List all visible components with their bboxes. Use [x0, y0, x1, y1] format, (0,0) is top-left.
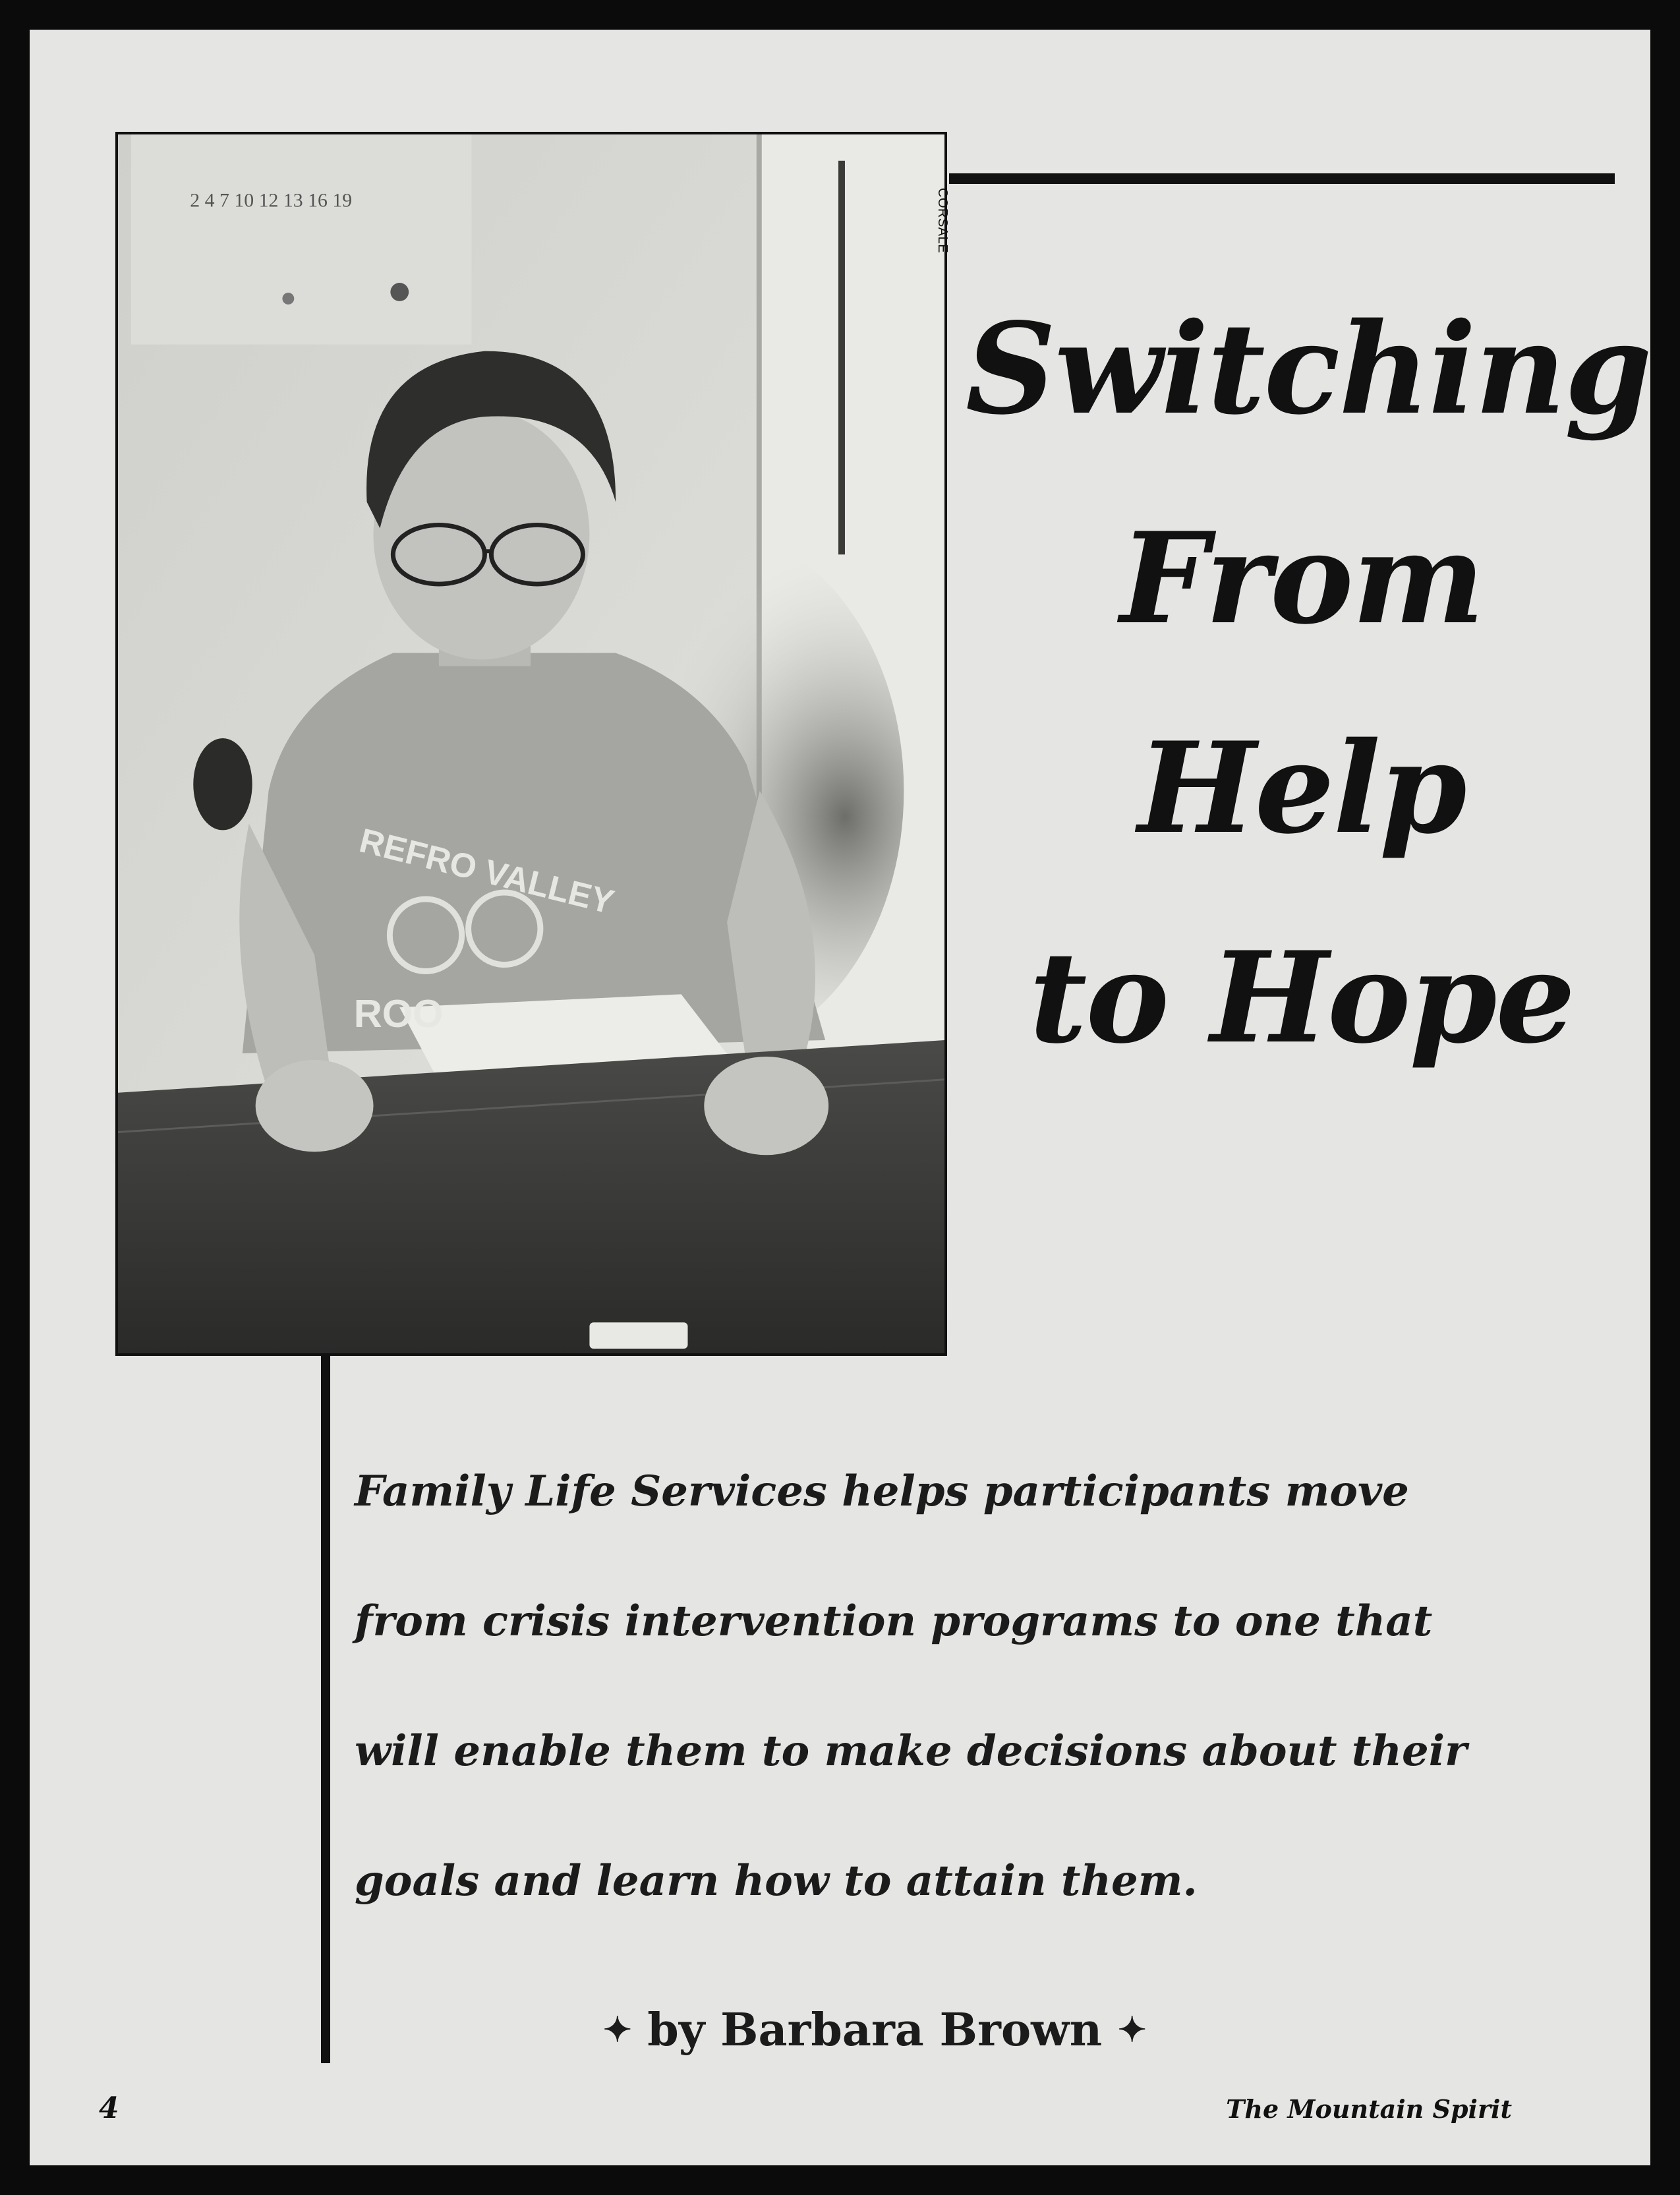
photo-calendar-numbers: 2 4 7 10 12 13 16 19	[190, 189, 353, 212]
vertical-rule	[321, 1355, 330, 2063]
title-line-2: From	[1120, 505, 1484, 652]
title-line-3: Help	[1138, 715, 1466, 862]
article-photo	[115, 132, 947, 1356]
title-line-4: to Hope	[1029, 924, 1575, 1071]
byline	[603, 2004, 1146, 2057]
deck-line-1: Family Life Services helps participants move	[355, 1467, 1409, 1516]
page-number: 4	[99, 2092, 119, 2125]
title-line-1: Switching	[966, 295, 1651, 442]
photo-credit: CORSALE	[935, 188, 950, 254]
deck-line-2: from crisis intervention programs to one that	[355, 1596, 1433, 1646]
star-left-icon: ✦	[603, 2010, 632, 2050]
photo-shirt-text-2: ROO	[353, 991, 444, 1036]
star-right-icon: ✦	[1117, 2010, 1147, 2050]
deck-line-3: will enable them to make decisions about their	[355, 1726, 1467, 1776]
article-title	[966, 295, 1651, 1145]
article-deck	[355, 1467, 1607, 1986]
publication-name: The Mountain Spirit	[1226, 2094, 1512, 2124]
deck-line-4: goals and learn how to attain them.	[355, 1856, 1198, 1906]
photo-shirt-text: REFRO VALLEY	[355, 821, 618, 922]
photo-woman-at-desk-icon	[118, 134, 944, 1353]
horizontal-rule	[949, 173, 1615, 184]
magazine-page	[30, 30, 1650, 2165]
byline-text: by Barbara Brown	[647, 2004, 1103, 2057]
